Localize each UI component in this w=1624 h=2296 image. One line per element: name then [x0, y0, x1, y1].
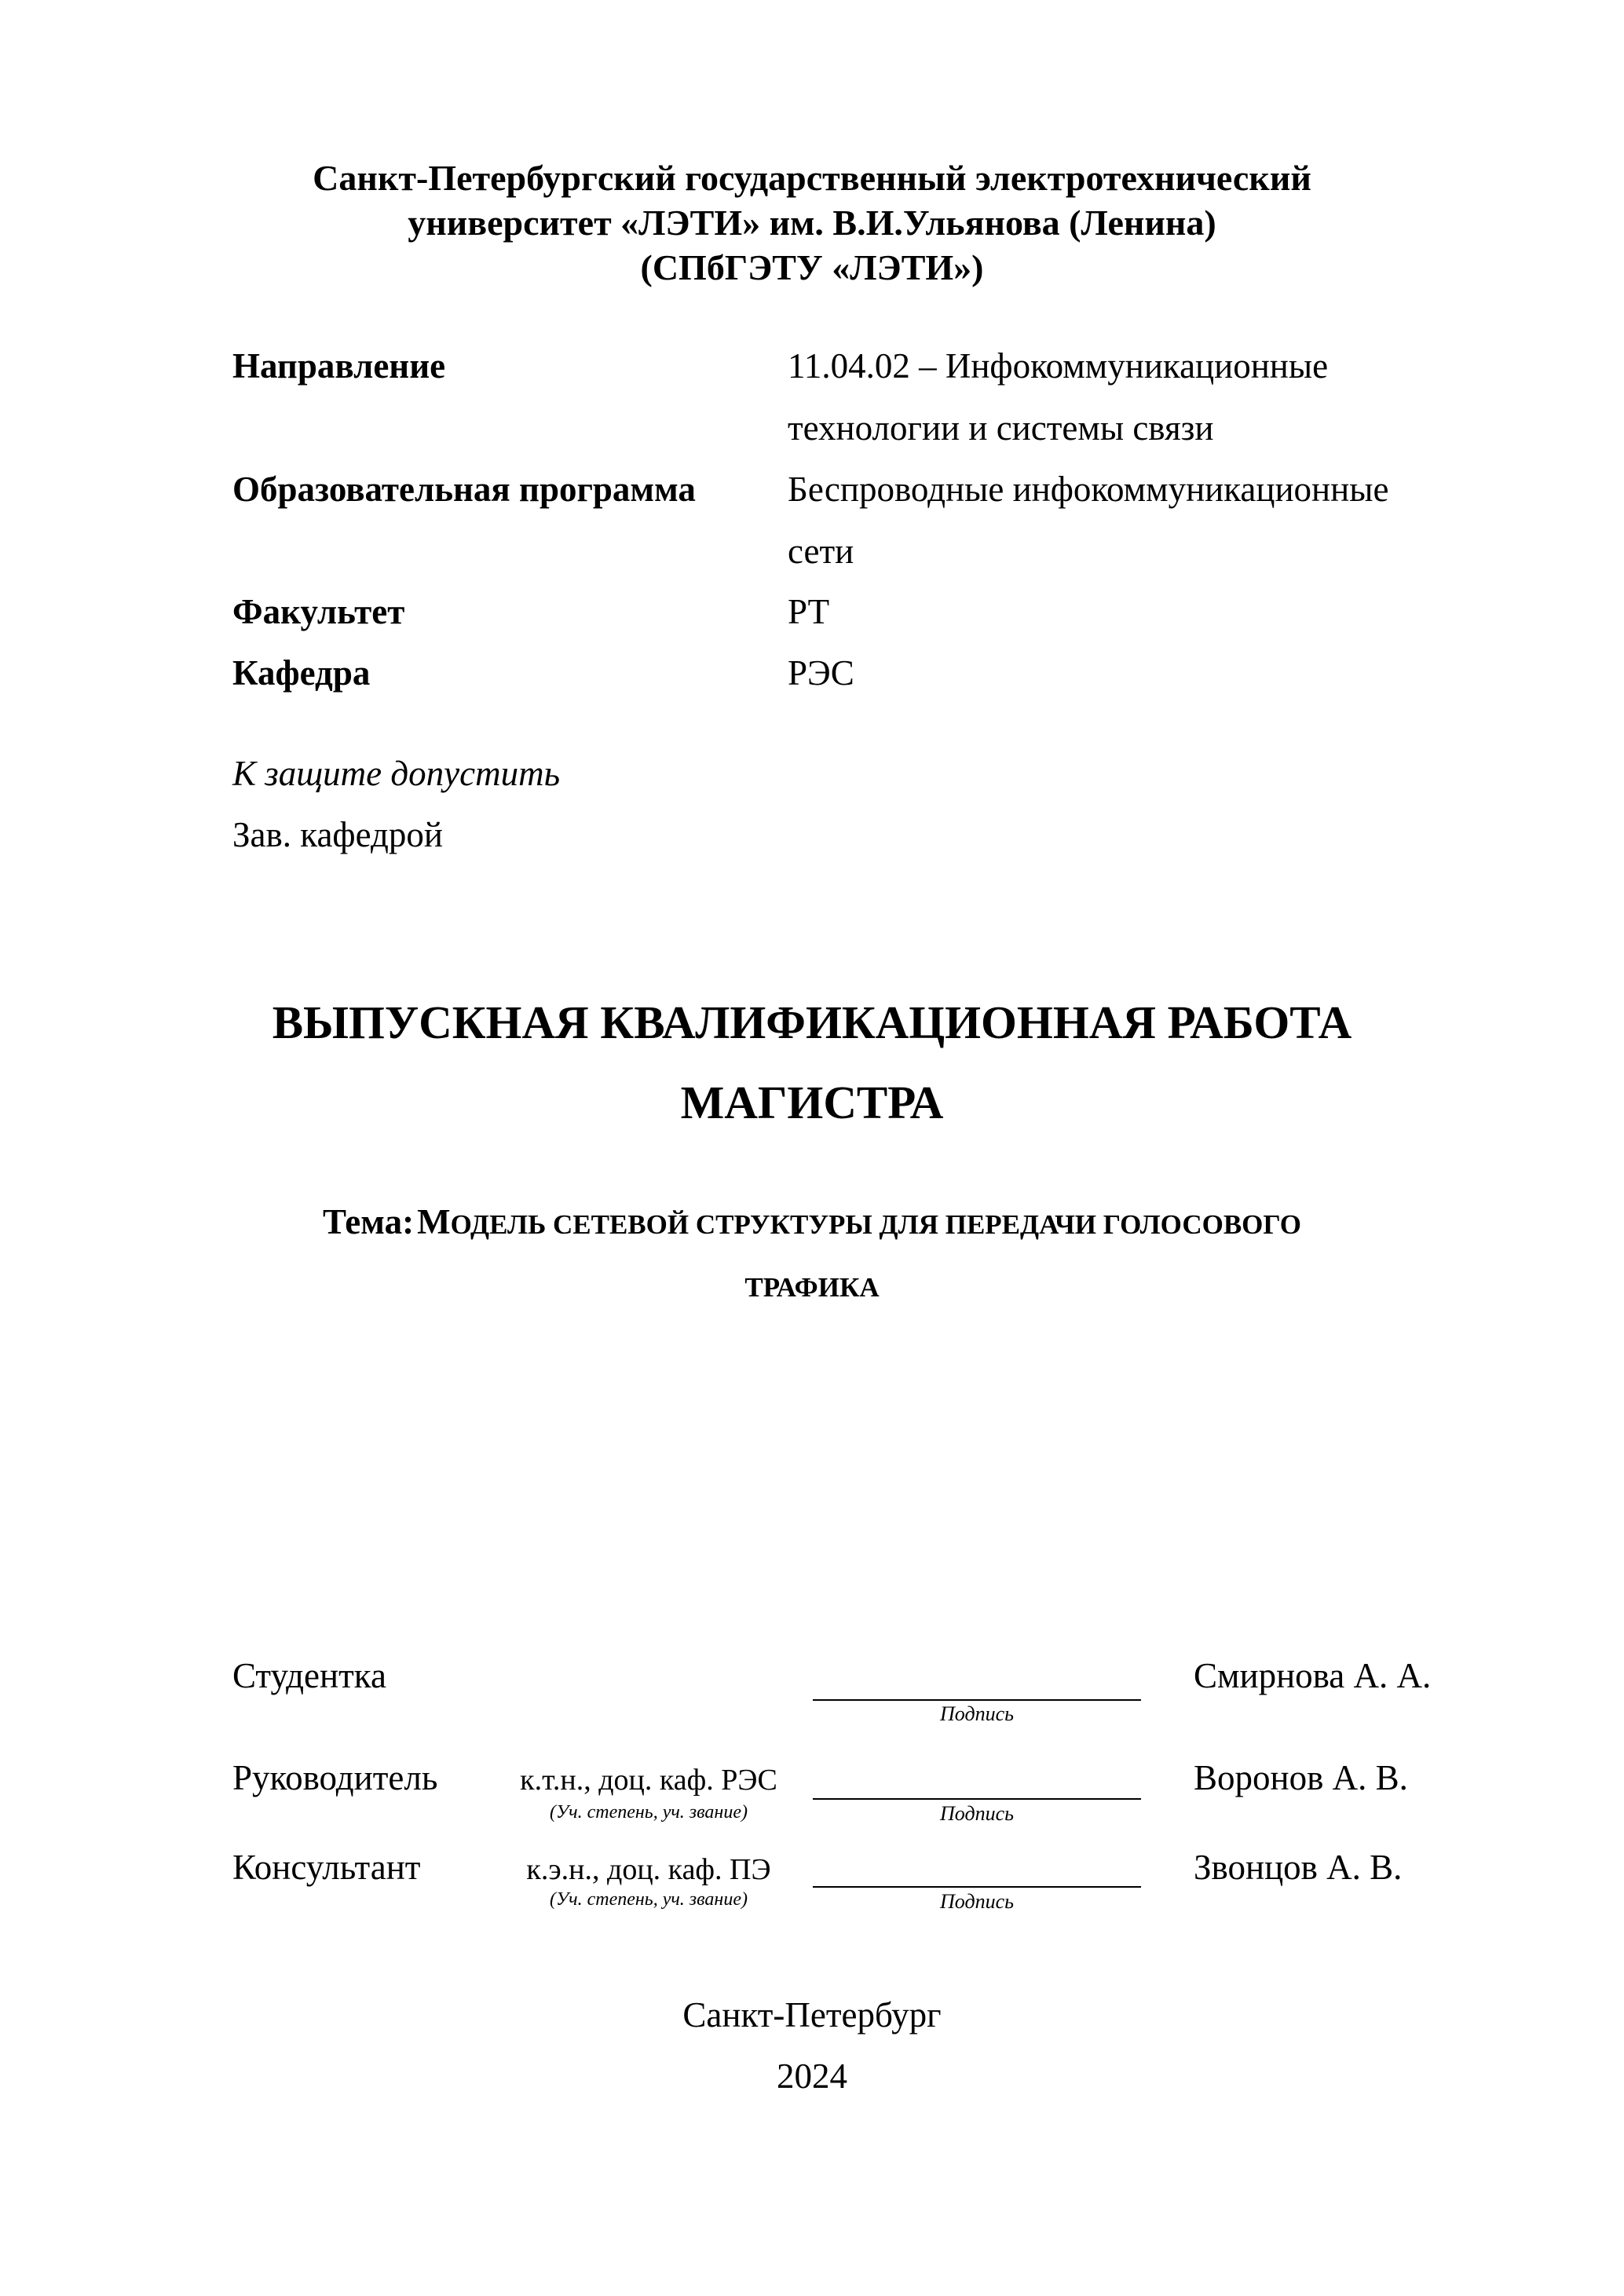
department-value: РЭС — [788, 653, 854, 693]
supervisor-signature-line — [813, 1798, 1141, 1800]
supervisor-name: Воронов А. В. — [1194, 1758, 1408, 1797]
university-name-line2: университет «ЛЭТИ» им. В.И.Ульянова (Ленина) — [408, 203, 1216, 243]
supervisor-signature-caption: Подпись — [940, 1802, 1014, 1825]
admission-note: К защите допустить — [232, 754, 561, 793]
program-value-line1: Беспроводные инфокоммуникационные — [788, 470, 1389, 509]
department-label: Кафедра — [232, 653, 371, 693]
consultant-role: Консультант — [232, 1848, 421, 1887]
topic-first-letter: М — [417, 1202, 451, 1241]
direction-label: Направление — [232, 346, 446, 386]
student-role: Студентка — [232, 1656, 386, 1695]
topic-line2 — [0, 1272, 1624, 1303]
supervisor-rank: к.т.н., доц. каф. РЭС — [520, 1764, 777, 1797]
supervisor-rank-hint: (Уч. степень, уч. звание) — [550, 1802, 748, 1823]
topic-label: Тема: — [322, 1202, 415, 1241]
consultant-signature-line — [813, 1886, 1141, 1888]
university-abbreviation: (СПбГЭТУ «ЛЭТИ») — [640, 247, 984, 287]
student-name: Смирнова А. А. — [1194, 1656, 1432, 1695]
topic-text-line2: ТРАФИКА — [744, 1272, 880, 1303]
university-name-line1: Санкт-Петербургский государственный электротехнический — [313, 158, 1311, 198]
direction-value-line1: 11.04.02 – Инфокоммуникационные — [788, 346, 1329, 386]
program-value-line2: сети — [788, 532, 854, 571]
document-title-line1: ВЫПУСКНАЯ КВАЛИФИКАЦИОННАЯ РАБОТА — [272, 996, 1352, 1048]
consultant-name: Звонцов А. В. — [1194, 1848, 1403, 1887]
student-signature-line — [813, 1699, 1141, 1701]
topic-line1 — [0, 1201, 1624, 1242]
faculty-label: Факультет — [232, 592, 405, 631]
direction-value-line2: технологии и системы связи — [788, 408, 1214, 448]
program-label: Образовательная программа — [232, 470, 696, 509]
year: 2024 — [777, 2057, 847, 2096]
supervisor-role: Руководитель — [232, 1758, 438, 1797]
direction-value — [788, 335, 1328, 459]
university-header — [0, 155, 1624, 290]
city: Санкт-Петербург — [682, 1995, 942, 2035]
consultant-rank-hint: (Уч. степень, уч. звание) — [550, 1889, 748, 1910]
head-of-department-label: Зав. кафедрой — [232, 815, 443, 854]
faculty-value: РТ — [788, 592, 830, 631]
consultant-rank: к.э.н., доц. каф. ПЭ — [526, 1853, 771, 1886]
student-signature-caption: Подпись — [940, 1702, 1014, 1725]
program-value — [788, 459, 1388, 583]
consultant-signature-caption: Подпись — [940, 1890, 1014, 1913]
document-title-line2: МАГИСТРА — [680, 1077, 944, 1128]
topic-text-line1: ОДЕЛЬ СЕТЕВОЙ СТРУКТУРЫ ДЛЯ ПЕРЕДАЧИ ГОЛОСОВОГО — [450, 1209, 1302, 1240]
